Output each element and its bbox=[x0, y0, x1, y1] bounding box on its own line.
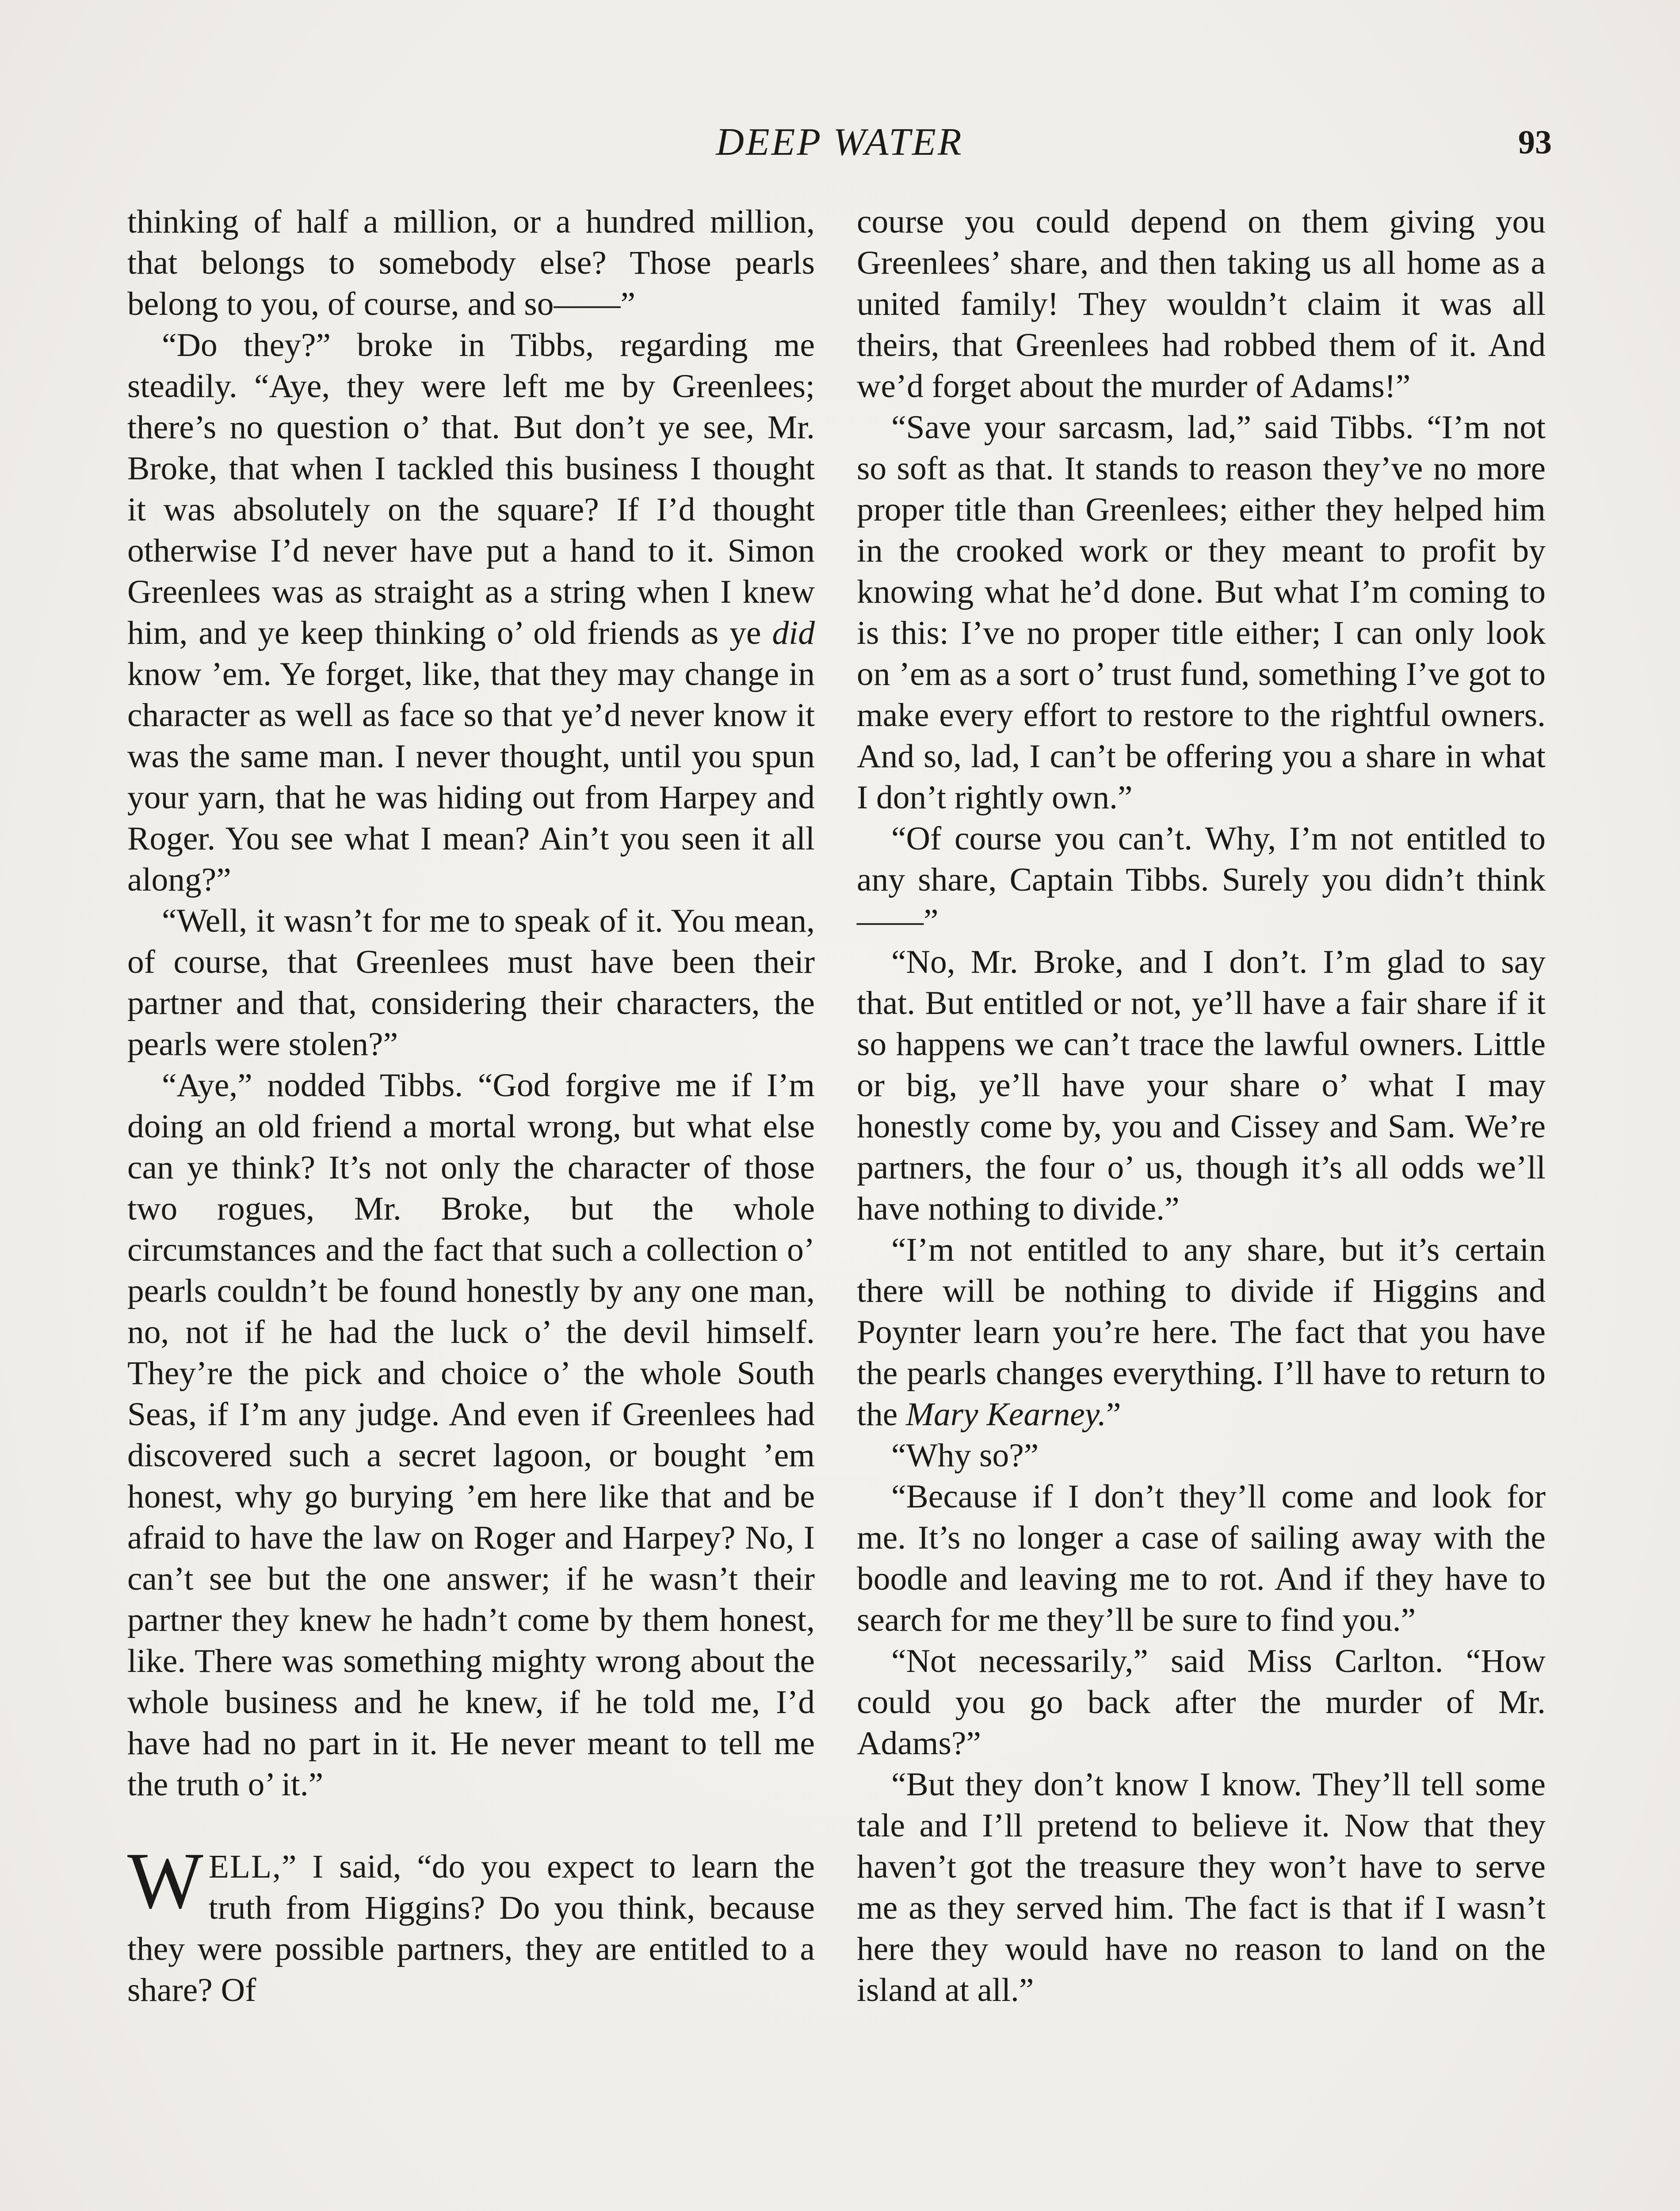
paragraph-text: ” bbox=[1106, 1396, 1121, 1433]
paragraph: “Well, it wasn’t for me to speak of it. You mean, of course, that Greenlees must have been their partner and that, considering their characters, the pearls were stolen?” bbox=[127, 903, 815, 1063]
paragraph bbox=[127, 325, 815, 900]
paragraph: “Because if I don’t they’ll come and look for me. It’s no longer a case of sailing away with the boodle and leaving me to rot. And if they have to search for me they’ll be sure to find you.” bbox=[857, 1478, 1546, 1638]
right-column bbox=[857, 201, 1546, 2011]
paragraph: course you could depend on them giving you Greenlees’ share, and then taking us all home as a united family! They wouldn’t claim it was all theirs, that Greenlees had robbed them of it. And we’d forget about the murder of Adams!” bbox=[857, 203, 1546, 405]
section-opening-paragraph bbox=[127, 1836, 815, 2011]
drop-cap: W bbox=[127, 1836, 203, 1925]
left-column bbox=[127, 201, 815, 2011]
paragraph bbox=[857, 1229, 1546, 1435]
ship-name-italic: Mary Kearney. bbox=[906, 1396, 1107, 1433]
paragraph: “Not necessarily,” said Miss Carlton. “How could you go back after the murder of Mr. Adams?” bbox=[857, 1643, 1546, 1762]
paragraph-text: ” I said, “do you expect to learn the truth from Higgins? Do you think, because they were possible partners, they are entitled to a share? Of bbox=[127, 1848, 815, 2008]
paragraph-text: “Do they?” broke in Tibbs, regarding me steadily. “Aye, they were left me by Greenlees; there’s no question o’ that. But don’t ye see, Mr. Broke, that when I tackled this business I thought it was absolutely on the square? If I’d thought otherwise I’d never have put a hand to it. Simon Greenlees was as straight as a string when I knew him, and ye keep thinking o’ old friends as ye bbox=[127, 327, 815, 651]
page-number: 93 bbox=[1518, 124, 1552, 161]
paragraph: “No, Mr. Broke, and I don’t. I’m glad to say that. But entitled or not, ye’ll have a fair share if it so happens we can’t trace the lawful owners. Little or big, ye’ll have your share o’ what I may honestly come by, you and Cissey and Sam. We’re partners, the four o’ us, though it’s all odds we’ll have nothing to divide.” bbox=[857, 944, 1546, 1227]
emphasis-text: did bbox=[772, 615, 815, 651]
paragraph: “But they don’t know I know. They’ll tell some tale and I’ll pretend to believe it. Now that they haven’t got the treasure they won’t have to serve me as they served him. The fact is that if I wasn’t here they would have no reason to land on the island at all.” bbox=[857, 1766, 1546, 2008]
lead-in-small-caps: ELL, bbox=[208, 1848, 282, 1885]
paragraph: “Aye,” nodded Tibbs. “God forgive me if I’m doing an old friend a mortal wrong, but what else can ye think? It’s not only the character of those two rogues, Mr. Broke, but the whole circumstances and the fact that such a collection o’ pearls couldn’t be found honestly by any one man, no, not if he had the luck o’ the devil himself. They’re the pick and choice o’ the whole South Seas, if I’m any judge. And even if Greenlees had discovered such a secret lagoon, or bought ’em honest, why go burying ’em here like that and be afraid to have the law on Roger and Harpey? No, I can’t see but the one answer; if he wasn’t their partner they knew he hadn’t come by them honest, like. There was something mighty wrong about the whole business and he knew, if he told me, I’d have had no part in it. He never meant to tell me the truth o’ it.” bbox=[127, 1067, 815, 1803]
paragraph: “Save your sarcasm, lad,” said Tibbs. “I’m not so soft as that. It stands to reason they’ve no more proper title than Greenlees; either they helped him in the crooked work or they meant to profit by knowing what he’d done. But what I’m coming to is this: I’ve no proper title either; I can only look on ’em as a sort o’ trust fund, something I’ve got to make every effort to restore to the rightful owners. And so, lad, I can’t be offering you a share in what I don’t rightly own.” bbox=[857, 409, 1546, 816]
paragraph: “Why so?” bbox=[891, 1437, 1039, 1474]
paragraph-text: know ’em. Ye forget, like, that they may change in character as well as face so that ye’d never know it was the same man. I never thought, until you spun your yarn, that he was hiding out from Harpey and Roger. You see what I mean? Ain’t you seen it all along?” bbox=[127, 656, 815, 898]
page-header bbox=[127, 116, 1552, 169]
paragraph-text: “I’m not entitled to any share, but it’s certain there will be nothing to divide if Higgins and Poynter learn you’re here. The fact that you have the pearls changes everything. I’ll have to return to the bbox=[857, 1232, 1546, 1433]
running-title: DEEP WATER bbox=[716, 121, 963, 164]
paragraph: “Of course you can’t. Why, I’m not entitled to any share, Captain Tibbs. Surely you didn’t think——” bbox=[857, 820, 1546, 939]
paragraph: thinking of half a million, or a hundred million, that belongs to somebody else? Those pearls belong to you, of course, and so——” bbox=[127, 203, 815, 322]
